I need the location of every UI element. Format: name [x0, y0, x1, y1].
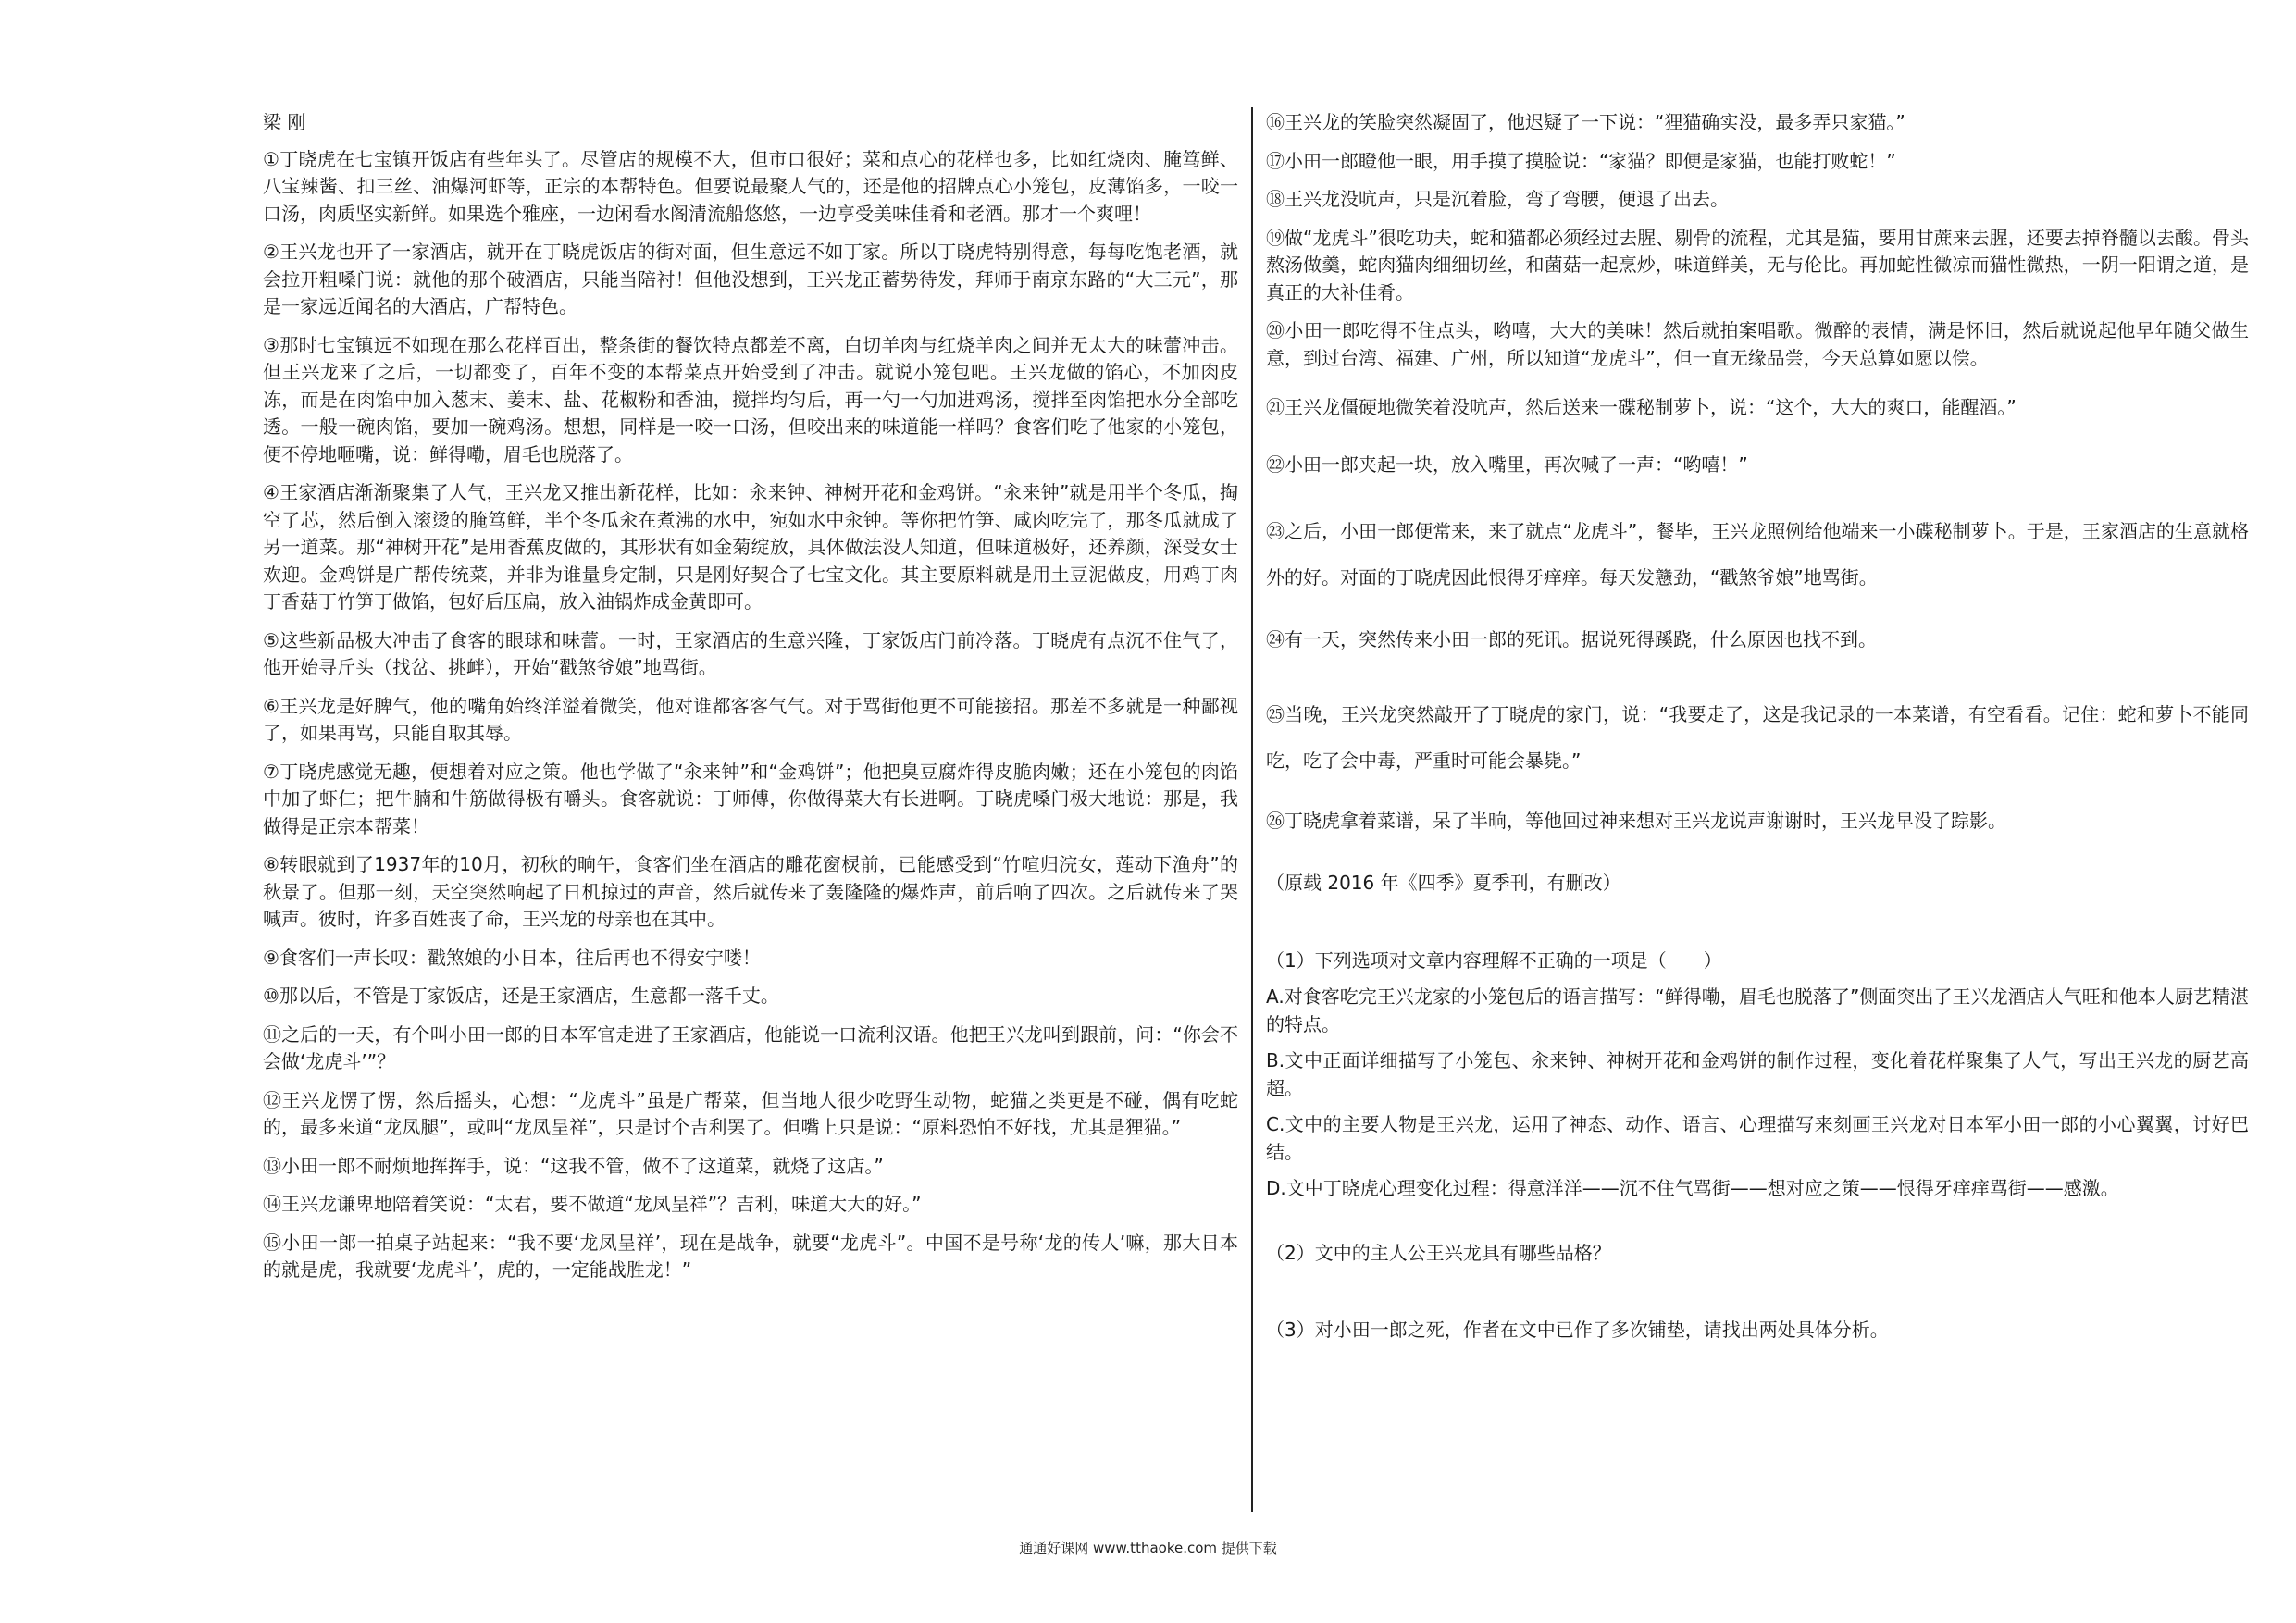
paragraph-2: ②王兴龙也开了一家酒店，就开在丁晓虎饭店的街对面，但生意远不如丁家。所以丁晓虎特别得意，每每吃饱老酒，就会拉开粗嗓门说：就他的那个破酒店，只能当陪衬！但他没想到，王兴龙正蓄势待发，拜师于南京东路的“大三元”，那是一家远近闻名的大酒店，广帮特色。: [263, 241, 1238, 317]
paragraph-26: ㉖丁晓虎拿着菜谱，呆了半晌，等他回过神来想对王兴龙说声谢谢时，王兴龙早没了踪影。: [1266, 809, 2006, 832]
option-d: D.文中丁晓虎心理变化过程：得意洋洋——沉不住气骂街——想对应之策——恨得牙痒痒骂街——感激。: [1266, 1177, 2119, 1199]
right-column: [1266, 109, 2249, 1344]
paragraph-6: ⑥王兴龙是好脾气，他的嘴角始终洋溢着微笑，他对谁都客客气气。对于骂街他更不可能接招。那差不多就是一种鄙视了，如果再骂，只能自取其辱。: [263, 694, 1238, 744]
paragraph-10: ⑩那以后，不管是丁家饭店，还是王家酒店，生意都一落千丈。: [263, 985, 779, 1007]
question-3: （3）对小田一郎之死，作者在文中已作了多次铺垫，请找出两处具体分析。: [1266, 1319, 1889, 1341]
page-footer: 通通好课网 www.tthaoke.com 提供下载: [1019, 1540, 1277, 1556]
paragraph-25: ㉕当晚，王兴龙突然敲开了丁晓虎的家门，说：“我要走了，这是我记录的一本菜谱，有空看看。记住：蛇和萝卜不能同吃，吃了会中毒，严重时可能会暴毙。”: [1266, 702, 2249, 772]
paragraph-23: ㉓之后，小田一郎便常来，来了就点“龙虎斗”，餐毕，王兴龙照例给他端来一小碟秘制萝卜。于是，王家酒店的生意就格外的好。对面的丁晓虎因此恨得牙痒痒。每天发戆劲，“戳煞爷娘”地骂街。: [1266, 520, 2249, 588]
question-2: （2）文中的主人公王兴龙具有哪些品格？: [1266, 1241, 1611, 1264]
paragraph-22: ㉒小田一郎夹起一块，放入嘴里，再次喊了一声：“哟嘻！”: [1266, 452, 1748, 476]
column-divider: [1251, 107, 1253, 1512]
paragraph-15: ⑮小田一郎一拍桌子站起来：“我不要‘龙凤呈祥’，现在是战争，就要“龙虎斗”。中国不是号称‘龙的传人’嘛，那大日本的就是虎，我就要‘龙虎斗’，虎的，一定能战胜龙！”: [263, 1231, 1238, 1281]
paragraph-7: ⑦丁晓虎感觉无趣，便想着对应之策。他也学做了“汆来钟”和“金鸡饼”；他把臭豆腐炸得皮脆肉嫩；还在小笼包的肉馅中加了虾仁；把牛腩和牛筋做得极有嚼头。食客就说：丁师傅，你做得菜大有长进啊。丁晓虎嗓门极大地说：那是，我做得是正宗本帮菜！: [263, 760, 1238, 837]
paragraph-5: ⑤这些新品极大冲击了食客的眼球和味蕾。一时，王家酒店的生意兴隆，丁家饭店门前冷落。丁晓虎有点沉不住气了，他开始寻斤头（找岔、挑衅），开始“戳煞爷娘”地骂街。: [263, 628, 1238, 678]
paragraph-12: ⑫王兴龙愣了愣，然后摇头，心想：“龙虎斗”虽是广帮菜，但当地人很少吃野生动物，蛇猫之类更是不碰，偶有吃蛇的，最多来道“龙凤腿”，或叫“龙凤呈祥”，只是讨个吉利罢了。但嘴上只是说：“原料恐怕不好找，尤其是狸猫。”: [263, 1088, 1238, 1138]
option-b: B.文中正面详细描写了小笼包、汆来钟、神树开花和金鸡饼的制作过程，变化着花样聚集了人气，写出王兴龙的厨艺高超。: [1266, 1049, 2249, 1099]
paragraph-18: ⑱王兴龙没吭声，只是沉着脸，弯了弯腰，便退了出去。: [1266, 188, 1729, 210]
paragraph-9: ⑨食客们一声长叹：戳煞娘的小日本，往后再也不得安宁喽！: [263, 946, 761, 969]
paragraph-3: ③那时七宝镇远不如现在那么花样百出，整条街的餐饮特点都差不离，白切羊肉与红烧羊肉之间并无太大的味蕾冲击。但王兴龙来了之后，一切都变了，百年不变的本帮菜点开始受到了冲击。就说小笼包吧。王兴龙做的馅心，不加肉皮冻，而是在肉馅中加入葱末、姜末、盐、花椒粉和香油，搅拌均匀后，再一勺一勺加进鸡汤，搅拌至肉馅把水分全部吃透。一般一碗肉馅，要加一碗鸡汤。想想，同样是一咬一口汤，但咬出来的味道能一样吗？食客们吃了他家的小笼包，便不停地咂嘴，说：鲜得嘞，眉毛也脱落了。: [263, 333, 1238, 465]
paragraph-21: ㉑王兴龙僵硬地微笑着没吭声，然后送来一碟秘制萝卜，说：“这个，大大的爽口，能醒酒。”: [1266, 396, 2017, 418]
question-1: （1）下列选项对文章内容理解不正确的一项是（ ）: [1266, 948, 1722, 972]
paragraph-17: ⑰小田一郎瞪他一眼，用手摸了摸脸说：“家猫？即便是家猫，也能打败蛇！”: [1266, 149, 1896, 172]
author-name: 梁 刚: [263, 111, 306, 133]
paragraph-14: ⑭王兴龙谦卑地陪着笑说：“太君，要不做道“龙凤呈祥”？吉利，味道大大的好。”: [263, 1193, 922, 1215]
paragraph-1: ①丁晓虎在七宝镇开饭店有些年头了。尽管店的规模不大，但市口很好；菜和点心的花样也多，比如红烧肉、腌笃鲜、八宝辣酱、扣三丝、油爆河虾等，正宗的本帮特色。但要说最聚人气的，还是他的招牌点心小笼包，皮薄馅多，一咬一口汤，肉质坚实新鲜。如果选个雅座，一边闲看水阁清流船悠悠，一边享受美味佳肴和老酒。那才一个爽哩！: [263, 147, 1238, 225]
paragraph-24: ㉔有一天，突然传来小田一郎的死讯。据说死得蹊跷，什么原因也找不到。: [1266, 628, 1877, 650]
paragraph-20: ⑳小田一郎吃得不住点头，哟嘻，大大的美味！然后就拍案唱歌。微醉的表情，满是怀旧，然后就说起他早年随父做生意，到过台湾、福建、广州，所以知道“龙虎斗”，但一直无缘品尝，今天总算如愿以偿。: [1266, 319, 2249, 369]
paragraph-16: ⑯王兴龙的笑脸突然凝固了，他迟疑了一下说：“狸猫确实没，最多弄只家猫。”: [1266, 111, 1905, 133]
source-note: （原载 2016 年《四季》夏季刊，有删改）: [1266, 872, 1621, 894]
left-column: [263, 109, 1238, 1284]
option-c: C.文中的主要人物是王兴龙，运用了神态、动作、语言、心理描写来刻画王兴龙对日本军小田一郎的小心翼翼，讨好巴结。: [1266, 1113, 2249, 1163]
paragraph-8: ⑧转眼就到了1937年的10月，初秋的晌午，食客们坐在酒店的雕花窗棂前，已能感受到“竹喧归浣女，莲动下渔舟”的秋景了。但那一刻，天空突然响起了日机掠过的声音，然后就传来了轰隆隆的爆炸声，前后响了四次。之后就传来了哭喊声。彼时，许多百姓丧了命，王兴龙的母亲也在其中。: [263, 853, 1238, 930]
option-a: A.对食客吃完王兴龙家的小笼包后的语言描写：“鲜得嘞，眉毛也脱落了”侧面突出了王兴龙酒店人气旺和他本人厨艺精湛的特点。: [1266, 985, 2249, 1035]
paragraph-11: ⑪之后的一天，有个叫小田一郎的日本军官走进了王家酒店，他能说一口流利汉语。他把王兴龙叫到跟前，问：“你会不会做‘龙虎斗’”？: [263, 1022, 1238, 1072]
paragraph-19: ⑲做“龙虎斗”很吃功夫，蛇和猫都必须经过去腥、剔骨的流程，尤其是猫，要用甘蔗来去腥，还要去掉脊髓以去酸。骨头熬汤做羹，蛇肉猫肉细细切丝，和菌菇一起烹炒，味道鲜美，无与伦比。再加蛇性微凉而猫性微热，一阴一阳谓之道，是真正的大补佳肴。: [1266, 226, 2249, 304]
paragraph-13: ⑬小田一郎不耐烦地挥挥手，说：“这我不管，做不了这道菜，就烧了这店。”: [263, 1154, 884, 1177]
paragraph-4: ④王家酒店渐渐聚集了人气，王兴龙又推出新花样，比如：汆来钟、神树开花和金鸡饼。“汆来钟”就是用半个冬瓜，掏空了芯，然后倒入滚烫的腌笃鲜，半个冬瓜汆在煮沸的水中，宛如水中汆钟。等你把竹笋、咸肉吃完了，那冬瓜就成了另一道菜。那“神树开花”是用香蕉皮做的，其形状有如金菊绽放，具体做法没人知道，但味道极好，还养颜，深受女士欢迎。金鸡饼是广帮传统菜，并非为谁量身定制，只是刚好契合了七宝文化。其主要原料就是用土豆泥做皮，用鸡丁肉丁香菇丁竹笋丁做馅，包好后压扁，放入油锅炸成金黄即可。: [263, 481, 1238, 613]
